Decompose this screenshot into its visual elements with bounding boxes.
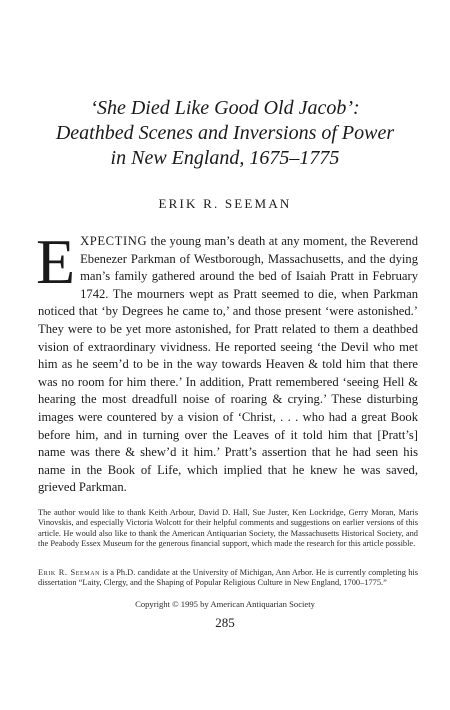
drop-cap: E (36, 226, 76, 297)
body-paragraph (36, 226, 418, 497)
title-line-1: ‘She Died Like Good Old Jacob’: (90, 97, 360, 119)
bio-name: Erik R. Seeman (38, 568, 101, 577)
title-line-3: in New England, 1675–1775 (110, 147, 340, 169)
opening-smallcaps: XPECTING (80, 234, 148, 248)
article-title (40, 96, 410, 171)
acknowledgment-footnote: The author would like to thank Keith Arbour, David D. Hall, Sue Juster, Ken Lockridge, Gerry Moran, Maris Vinovskis, and especially Victoria Wolcott for their helpful comments and suggestions on earlier versions of this article. He would also like to thank the American Antiquarian Society, the Massachusetts Historical Society, and the Peabody Essex Museum for the generous financial support, which made the research for this article possible. (38, 508, 418, 548)
author-byline: ERIK R. SEEMAN (158, 196, 292, 211)
body-text: the young man’s death at any moment, the Reverend Ebenezer Parkman of Westborough, Massachusetts, and the dying man’s family gathered around the bed of Isaiah Pratt in February 1742. The mourners wept as Pratt seemed to die, when Parkman noticed that ‘by Degrees he came to,’ and those present ‘were astonished.’ They were to be yet more astonished, for Pratt related to them a deathbed vision of extraordinary vividness. He reported seeing ‘the Devil who met him as he seem’d to be in the way towards Heaven & told him that there was no room for him there.’ In addition, Pratt remembered ‘seeing Hell & hearing the most dreadfull noise of roaring & crying.’ These disturbing images were countered by a vision of ‘Christ, . . . who had a great Book before him, and in turning over the Leaves of it told him that [Pratt’s] name was there & shew’d it him.’ Pratt’s assertion that he had seen his name in the Book of Life, which implied that he knew he was saved, grieved Parkman. (38, 234, 418, 495)
copyright-notice: Copyright © 1995 by American Antiquarian Society (135, 599, 315, 609)
title-line-2: Deathbed Scenes and Inversions of Power (55, 122, 395, 144)
page-number: 285 (215, 615, 235, 630)
bio-text: is a Ph.D. candidate at the University of Michigan, Ann Arbor. He is currently completing his dissertation “Laity, Clergy, and the Shaping of Popular Religious Culture in New England, 1700–1775.” (38, 568, 418, 588)
author-bio (38, 568, 418, 589)
